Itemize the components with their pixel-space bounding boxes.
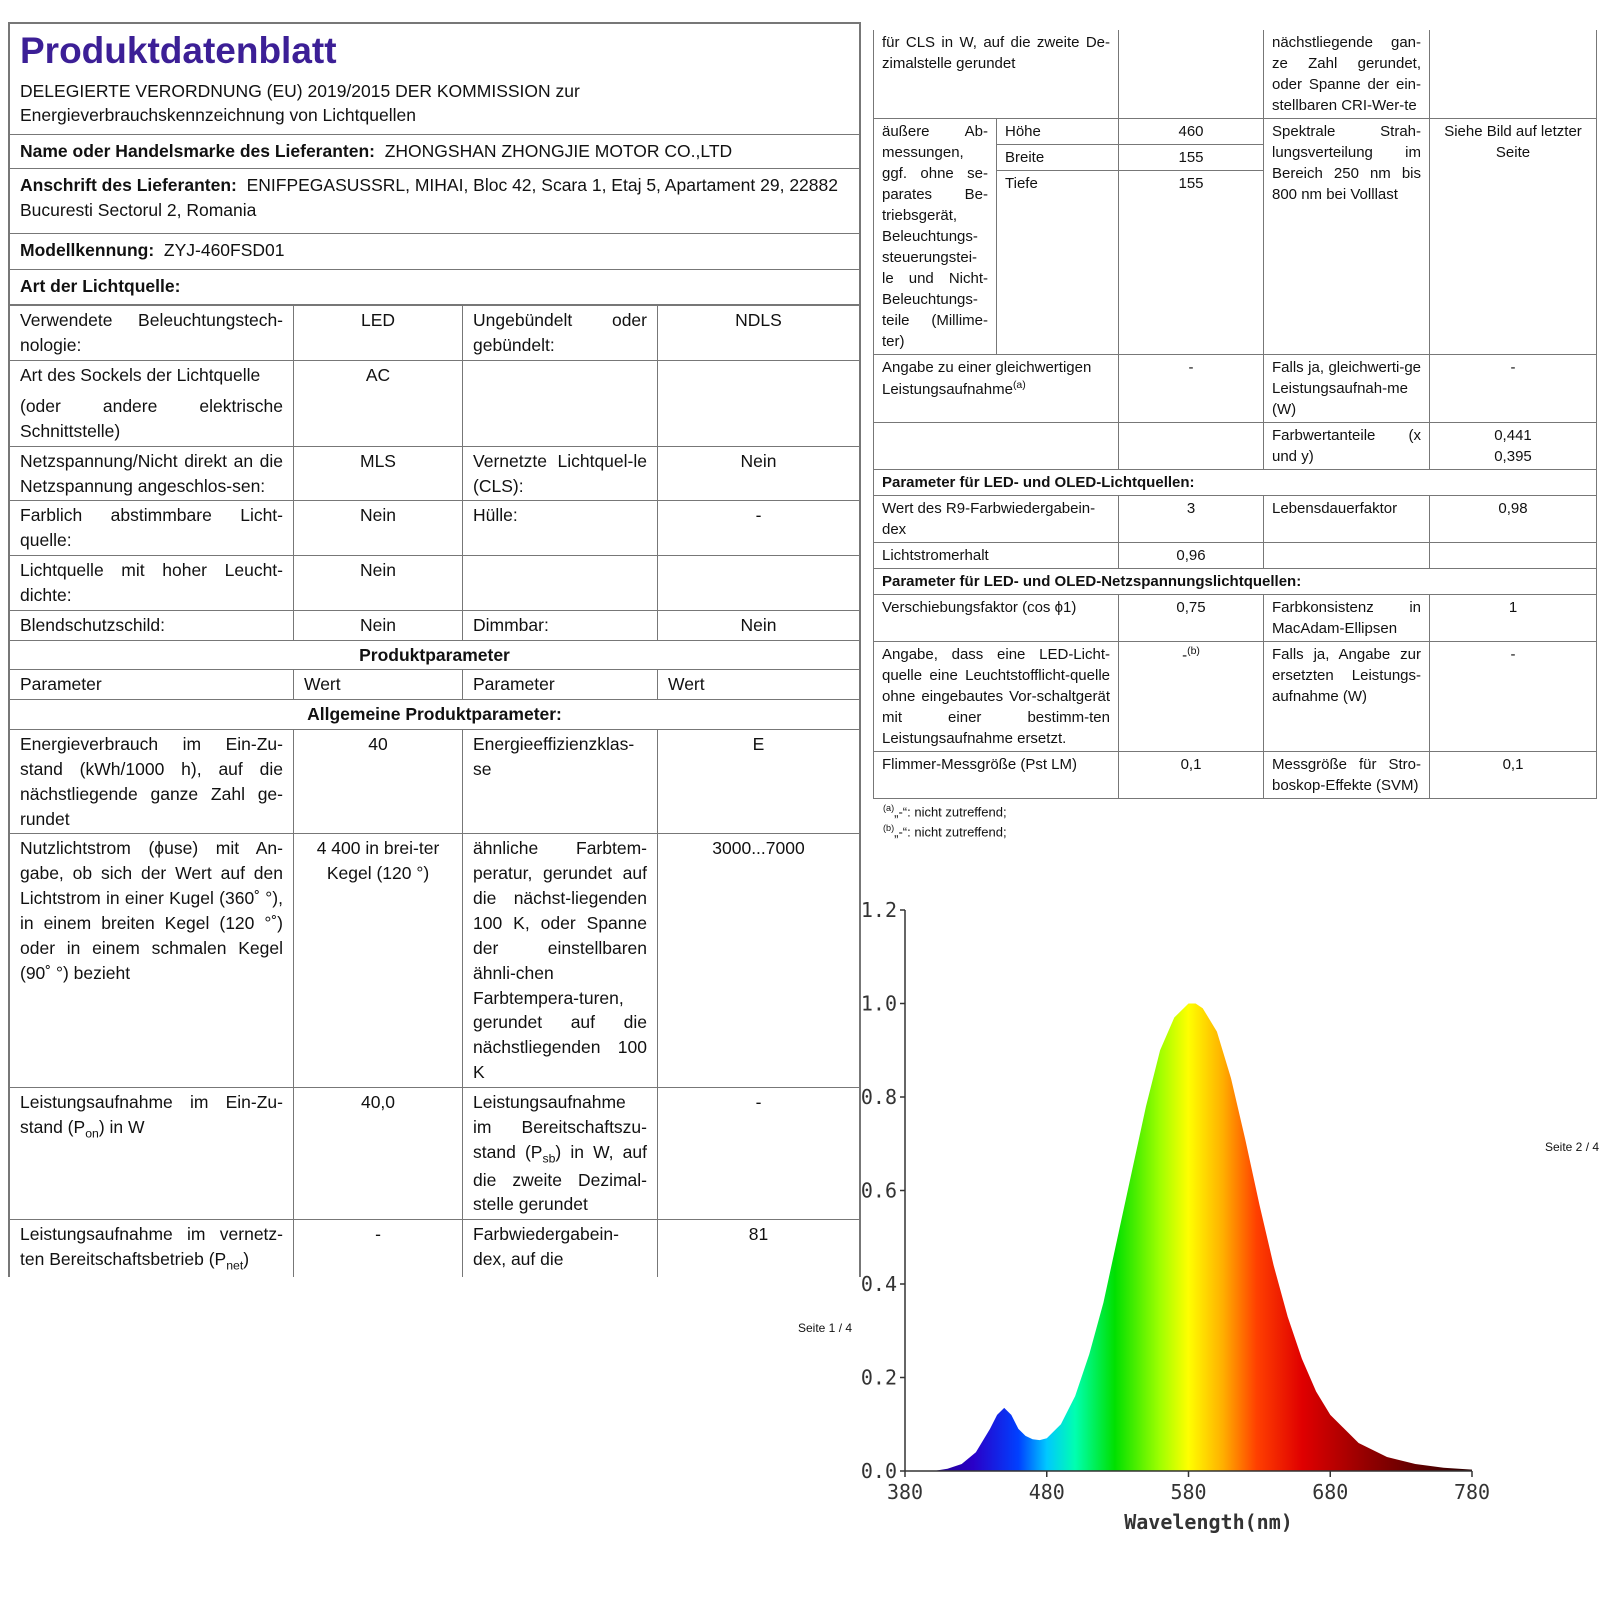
section-heading: Parameter für LED- und OLED-Lichtquellen: [874, 470, 1597, 496]
param-value: 0,1 [1119, 752, 1264, 799]
param-value [1430, 423, 1597, 470]
param-label: Verschiebungsfaktor (cos ϕ1) [874, 595, 1119, 642]
table-row [874, 30, 1597, 119]
table-row [10, 446, 860, 501]
param-value: - [1430, 642, 1597, 752]
param-label: Lichtstromerhalt [874, 543, 1119, 569]
table-row [874, 595, 1597, 642]
param-value: 0,1 [1430, 752, 1597, 799]
model-label: Modellkennung: [20, 239, 155, 260]
title-cell [10, 24, 860, 135]
table-row [10, 1087, 860, 1219]
param-label: Verwendete Beleuchtungstech-nologie: [10, 306, 294, 361]
column-header: Parameter [463, 670, 658, 700]
param-label: Lebensdauerfaktor [1264, 496, 1430, 543]
text-part: on [85, 1126, 99, 1141]
chroma-y: 0,395 [1494, 448, 1532, 465]
param-label: Hülle: [463, 501, 658, 556]
param-value: MLS [294, 446, 463, 501]
page-number: Seite 1 / 4 [798, 1321, 853, 1335]
text-part: (b) [883, 823, 895, 834]
x-tick-label: 480 [1028, 1480, 1065, 1504]
page-number: Seite 2 / 4 [1545, 1140, 1600, 1154]
param-value: 40 [294, 730, 463, 834]
text-part: „-“: nicht zutreffend; [894, 824, 1007, 840]
table-row [874, 752, 1597, 799]
param-value: 3 [1119, 496, 1264, 543]
table-row [10, 306, 860, 361]
param-value: Siehe Bild auf letzter Seite [1430, 119, 1597, 355]
param-value [658, 556, 860, 611]
table-row [874, 642, 1597, 752]
text-part: (a) [1012, 379, 1026, 391]
x-tick-label: 780 [1453, 1480, 1491, 1504]
param-value: Nein [658, 446, 860, 501]
param-value: - [1430, 355, 1597, 423]
param-label: Netzspannung/Nicht direkt an die Netzspannung angeschlos-sen: [10, 446, 294, 501]
param-label: Flimmer-Messgröße (Pst LM) [874, 752, 1119, 799]
param-label-line: (oder andere elektrische Schnittstelle) [20, 395, 283, 441]
param-label [10, 1220, 294, 1277]
param-value: 40,0 [294, 1087, 463, 1219]
dim-key: Tiefe [997, 171, 1119, 355]
param-label: Falls ja, gleichwerti-ge Leistungsaufnah-me (W) [1264, 355, 1430, 423]
param-label: Farbwertanteile (x und y) [1264, 423, 1430, 470]
dim-key: Höhe [997, 119, 1119, 145]
text-part: Leistungsaufnahme im vernetz-ten Bereitschaftsbetrieb (P [20, 1224, 283, 1270]
column-header: Wert [658, 670, 860, 700]
param-label: für CLS in W, auf die zweite De-zimalstelle gerundet [874, 30, 1119, 119]
text-part: (b) [1187, 645, 1200, 657]
table-row [874, 355, 1597, 423]
param-label: nächstliegende gan-ze Zahl gerundet, oder Spanne der ein-stellbaren CRI-Wer-te [1264, 30, 1430, 119]
param-label: Vernetzte Lichtquel-le (CLS): [463, 446, 658, 501]
param-label [874, 355, 1119, 423]
table-row [10, 1220, 860, 1277]
regulation-line-2: Energieverbrauchskennzeichnung von Lichtquellen [20, 105, 416, 126]
y-tick-label: 0.8 [860, 1085, 897, 1109]
plot-area [861, 898, 1490, 1504]
param-label: Nutzlichtstrom (ϕuse) mit An-gabe, ob sich der Wert auf den Lichtstrom in einer Kugel (360˚ °), in einem breiten Kegel (120 °˚) oder in einem schmalen Kegel (90˚ °) bezieht [10, 834, 294, 1087]
param-label [463, 556, 658, 611]
param-label-line: Art des Sockels der Lichtquelle [20, 365, 261, 386]
supplier-name-label: Name oder Handelsmarke des Lieferanten: [20, 141, 375, 162]
text-part: net [226, 1258, 244, 1273]
table-row [874, 423, 1597, 470]
footnote-b [883, 823, 1597, 839]
param-value [1119, 30, 1264, 119]
table-row [10, 610, 860, 640]
spectrum-chart [860, 898, 1598, 1595]
param-value: 0,96 [1119, 543, 1264, 569]
spectrum-area [905, 1004, 1472, 1472]
param-value: 4 400 in brei-ter Kegel (120 °) [294, 834, 463, 1087]
column-header: Parameter [10, 670, 294, 700]
param-label: Ungebündelt oder gebündelt: [463, 306, 658, 361]
datasheet-page-1 [8, 22, 861, 1277]
y-tick-label: 1.0 [860, 991, 897, 1016]
text-part: ) in W [98, 1116, 145, 1137]
param-label [463, 1087, 658, 1219]
param-value: Nein [294, 501, 463, 556]
dim-value: 155 [1119, 145, 1264, 171]
param-value: 81 [658, 1220, 860, 1277]
param-label: äußere Ab-messungen, ggf. ohne se-parates Be-triebsgerät, Beleuchtungs-steuerungstei-le und Nicht-Beleuchtungs-teile (Millime-ter) [874, 119, 997, 355]
table-row [874, 543, 1597, 569]
datasheet-page-2 [873, 30, 1597, 840]
supplier-address-value: ENIFPEGASUSSRL, MIHAI, Bloc 42, Scara 1, Etaj 5, Apartament 29, 22882 Bucuresti Sectorul 2, Romania [20, 175, 838, 220]
param-value: LED [294, 306, 463, 361]
table-row [10, 556, 860, 611]
section-heading: Produktparameter [10, 640, 860, 670]
chroma-x: 0,441 [1494, 427, 1532, 444]
dim-value: 155 [1119, 171, 1264, 355]
param-label: Farblich abstimmbare Licht-quelle: [10, 501, 294, 556]
param-label: Lichtquelle mit hoher Leucht-dichte: [10, 556, 294, 611]
param-value: 0,98 [1430, 496, 1597, 543]
table-row [10, 501, 860, 556]
section-heading: Parameter für LED- und OLED-Netzspannungslichtquellen: [874, 569, 1597, 595]
param-value [1430, 543, 1597, 569]
param-value: Nein [294, 556, 463, 611]
text-part: Angabe zu einer gleichwertigen Leistungsaufnahme [882, 359, 1092, 398]
y-tick-label: 0.4 [860, 1272, 897, 1296]
table-row [10, 834, 860, 1087]
x-tick-label: 380 [886, 1480, 924, 1504]
text-part: Leistungsaufnahme im Ein-Zu-stand (P [20, 1091, 283, 1137]
table-row [10, 361, 860, 447]
param-value: AC [294, 361, 463, 447]
param-label: Spektrale Strah-lungsverteilung im Bereich 250 nm bis 800 nm bei Volllast [1264, 119, 1430, 355]
text-part: ) [243, 1249, 250, 1270]
param-label: Dimmbar: [463, 610, 658, 640]
light-source-type-heading: Art der Lichtquelle: [10, 269, 860, 305]
dim-value: 460 [1119, 119, 1264, 145]
param-value: Nein [658, 610, 860, 640]
y-tick-label: 0.2 [860, 1365, 897, 1390]
param-label [10, 1087, 294, 1219]
y-tick-label: 0.6 [860, 1178, 897, 1203]
x-axis-label: Wavelength(nm) [1124, 1510, 1293, 1534]
column-header-row [10, 670, 860, 700]
param-value: Nein [294, 610, 463, 640]
param-label [1264, 543, 1430, 569]
param-value: - [294, 1220, 463, 1277]
param-label: Farbwiedergabein-dex, auf die [463, 1220, 658, 1277]
param-label: Energieeffizienzklas-se [463, 730, 658, 834]
table-row [874, 496, 1597, 543]
param-label: ähnliche Farbtem-peratur, gerundet auf die nächst-liegenden 100 K, oder Spanne der einstellbaren ähnli-chen Farbtempera-turen, gerundet auf die nächstliegenden 100 K [463, 834, 658, 1087]
x-tick-label: 580 [1170, 1480, 1207, 1504]
param-label: Angabe, dass eine LED-Licht-quelle eine Leuchtstofflicht-quelle ohne eingebautes Vor-schaltgerät mit einer bestimm-ten Leistungsaufnahme ersetzt. [874, 642, 1119, 752]
text-part: „-“: nicht zutreffend; [894, 804, 1007, 820]
param-label: Messgröße für Stro-boskop-Effekte (SVM) [1264, 752, 1430, 799]
param-value: 3000...7000 [658, 834, 860, 1087]
supplier-name-value: ZHONGSHAN ZHONGJIE MOTOR CO.,LTD [384, 141, 733, 162]
param-value: 1 [1430, 595, 1597, 642]
page-title: Produktdatenblatt [20, 30, 337, 71]
spec-table-continued [873, 30, 1597, 799]
spec-table [9, 305, 860, 1276]
param-label: Farbkonsistenz in MacAdam-Ellipsen [1264, 595, 1430, 642]
text-part: (a) [883, 803, 895, 813]
param-label: Wert des R9-Farbwiedergabein-dex [874, 496, 1119, 543]
dim-key: Breite [997, 145, 1119, 171]
footnote-a [883, 803, 1597, 819]
param-value: E [658, 730, 860, 834]
column-header: Wert [294, 670, 463, 700]
param-label [874, 423, 1119, 470]
y-tick-label: 1.2 [860, 898, 897, 922]
param-value: 0,75 [1119, 595, 1264, 642]
header-table [9, 23, 860, 305]
text-part: Leistungsaufnahme im Bereitschaftszu-stand (P [473, 1091, 647, 1162]
text-part: - [1182, 647, 1188, 664]
text-part: sb [542, 1151, 556, 1166]
model-value: ZYJ-460FSD01 [163, 239, 285, 260]
regulation-line-1: DELEGIERTE VERORDNUNG (EU) 2019/2015 DER KOMMISSION zur [20, 80, 580, 101]
y-tick-label: 0.0 [860, 1459, 897, 1483]
param-value [658, 361, 860, 447]
param-label: Blendschutzschild: [10, 610, 294, 640]
param-label [10, 361, 294, 447]
param-value [1119, 642, 1264, 752]
param-value [1119, 423, 1264, 470]
param-label: Falls ja, Angabe zur ersetzten Leistungs-aufnahme (W) [1264, 642, 1430, 752]
param-label: Energieverbrauch im Ein-Zu-stand (kWh/1000 h), auf die nächstliegende ganze Zahl ge-rundet [10, 730, 294, 834]
text-part: ) in W, auf die zweite Dezimal-stelle gerundet [473, 1141, 647, 1215]
param-value: - [658, 1087, 860, 1219]
param-value: NDLS [658, 306, 860, 361]
x-tick-label: 680 [1312, 1480, 1349, 1504]
table-row [874, 119, 1597, 145]
table-row [10, 730, 860, 834]
supplier-address-label: Anschrift des Lieferanten: [20, 175, 237, 196]
param-value: - [1119, 355, 1264, 423]
param-label [463, 361, 658, 447]
param-value [1430, 30, 1597, 119]
section-heading: Allgemeine Produktparameter: [10, 700, 860, 730]
param-value: - [658, 501, 860, 556]
